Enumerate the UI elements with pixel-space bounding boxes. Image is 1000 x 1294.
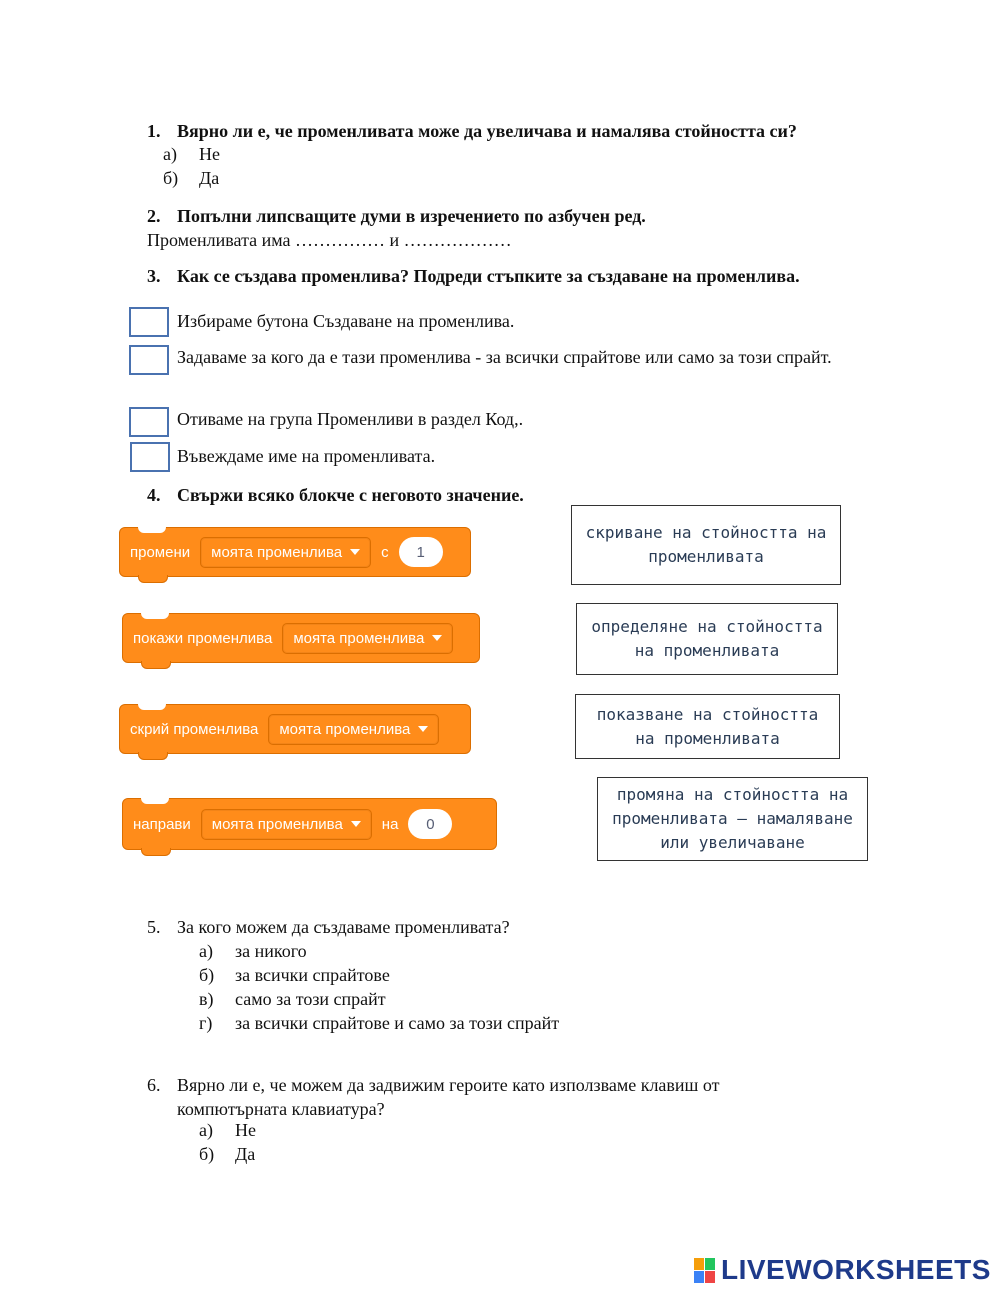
scratch-block-change[interactable] bbox=[119, 527, 471, 577]
meaning-box-show[interactable]: показване на стойността на променливата bbox=[575, 694, 840, 759]
option-letter: а) bbox=[199, 1120, 213, 1140]
question-2 bbox=[147, 204, 646, 228]
question-number: 6. bbox=[147, 1075, 161, 1095]
question-6 bbox=[147, 1073, 787, 1121]
question-number: 2. bbox=[147, 206, 161, 226]
question-4 bbox=[147, 483, 524, 507]
q1-option-a[interactable] bbox=[163, 142, 220, 166]
question-text: Вярно ли е, че променливата може да увеличава и намалява стойността си? bbox=[177, 121, 797, 141]
question-5 bbox=[147, 915, 510, 939]
question-text: Как се създава променлива? Подреди стъпките за създаване на променлива. bbox=[177, 266, 800, 286]
option-letter: а) bbox=[163, 144, 177, 164]
block-label: направи bbox=[133, 815, 191, 833]
liveworksheets-logo bbox=[694, 1254, 991, 1286]
option-letter: б) bbox=[199, 965, 215, 985]
question-number: 1. bbox=[147, 121, 161, 141]
logo-text: LIVEWORKSHEETS bbox=[721, 1254, 991, 1285]
question-number: 4. bbox=[147, 485, 161, 505]
block-notch bbox=[138, 527, 166, 533]
block-label: покажи променлива bbox=[133, 629, 273, 647]
question-number: 5. bbox=[147, 917, 161, 937]
option-text: Не bbox=[235, 1120, 256, 1140]
question-text: Попълни липсващите думи в изречението по азбучен ред. bbox=[177, 206, 646, 226]
block-tab bbox=[138, 752, 168, 760]
dropdown-value: моята променлива bbox=[211, 543, 343, 561]
option-text: Да bbox=[199, 168, 220, 188]
value-input: 1 bbox=[399, 537, 443, 567]
step-1: Избираме бутона Създаване на променлива. bbox=[177, 311, 515, 331]
logo-mark-icon bbox=[694, 1258, 715, 1283]
meaning-box-hide[interactable]: скриване на стойността на променливата bbox=[571, 505, 841, 585]
block-notch bbox=[138, 704, 166, 710]
scratch-block-show-variable[interactable] bbox=[122, 613, 480, 663]
order-box-4[interactable] bbox=[130, 442, 170, 472]
dropdown-value: моята променлива bbox=[293, 629, 425, 647]
option-text: Не bbox=[199, 144, 220, 164]
option-letter: б) bbox=[199, 1144, 215, 1164]
step-3: Отиваме на група Променливи в раздел Код,. bbox=[177, 409, 524, 429]
dropdown-arrow-icon bbox=[432, 635, 442, 641]
block-notch bbox=[141, 798, 169, 804]
q5-option-a[interactable] bbox=[199, 939, 307, 963]
block-label: скрий променлива bbox=[130, 720, 259, 738]
variable-dropdown bbox=[200, 537, 371, 568]
option-text: за всички спрайтове и само за този спрайт bbox=[235, 1013, 560, 1033]
q1-option-b[interactable] bbox=[163, 166, 219, 190]
option-letter: г) bbox=[199, 1013, 213, 1033]
block-tab bbox=[141, 661, 171, 669]
dropdown-value: моята променлива bbox=[279, 720, 411, 738]
scratch-block-hide-variable[interactable] bbox=[119, 704, 471, 754]
question-1 bbox=[147, 119, 797, 143]
dropdown-arrow-icon bbox=[350, 549, 360, 555]
order-box-1[interactable] bbox=[129, 307, 169, 337]
block-label: промени bbox=[130, 543, 191, 561]
dropdown-arrow-icon bbox=[418, 726, 428, 732]
question-text: Вярно ли е, че можем да задвижим героите като използваме клавиш от компютърната клавиатура? bbox=[177, 1075, 720, 1119]
q5-option-b[interactable] bbox=[199, 963, 390, 987]
variable-dropdown bbox=[268, 714, 439, 745]
option-text: Да bbox=[235, 1144, 256, 1164]
step-4: Въвеждаме име на променливата. bbox=[177, 446, 436, 466]
question-3 bbox=[147, 264, 800, 288]
block-tab bbox=[138, 575, 168, 583]
variable-dropdown bbox=[201, 809, 372, 840]
option-text: за никого bbox=[235, 941, 307, 961]
question-text: Свържи всяко блокче с неговото значение. bbox=[177, 485, 524, 505]
dropdown-arrow-icon bbox=[351, 821, 361, 827]
q5-option-d[interactable] bbox=[199, 1011, 559, 1035]
scratch-block-set[interactable] bbox=[122, 798, 497, 850]
question-text: За кого можем да създаваме променливата? bbox=[177, 917, 510, 937]
block-tab bbox=[141, 848, 171, 856]
dropdown-value: моята променлива bbox=[211, 815, 343, 833]
option-text: за всички спрайтове bbox=[235, 965, 390, 985]
meaning-box-change[interactable]: промяна на стойността на променливата – намаляване или увеличаване bbox=[597, 777, 868, 861]
value-input: 0 bbox=[408, 809, 452, 839]
option-letter: в) bbox=[199, 989, 214, 1009]
variable-dropdown bbox=[282, 623, 453, 654]
block-connector: с bbox=[381, 543, 389, 561]
step-2: Задаваме за кого да е тази променлива - за всички спрайтове или само за този спрайт. bbox=[177, 347, 832, 367]
fill-in-sentence[interactable]: Променливата има …………… и ……………… bbox=[147, 230, 512, 250]
q5-option-c[interactable] bbox=[199, 987, 386, 1011]
order-box-2[interactable] bbox=[129, 345, 169, 375]
q6-option-a[interactable] bbox=[199, 1118, 256, 1142]
q6-option-b[interactable] bbox=[199, 1142, 255, 1166]
block-connector: на bbox=[381, 815, 399, 833]
option-letter: а) bbox=[199, 941, 213, 961]
block-notch bbox=[141, 613, 169, 619]
meaning-box-set[interactable]: определяне на стойността на променливата bbox=[576, 603, 838, 675]
option-letter: б) bbox=[163, 168, 179, 188]
option-text: само за този спрайт bbox=[235, 989, 386, 1009]
question-number: 3. bbox=[147, 266, 161, 286]
order-box-3[interactable] bbox=[129, 407, 169, 437]
